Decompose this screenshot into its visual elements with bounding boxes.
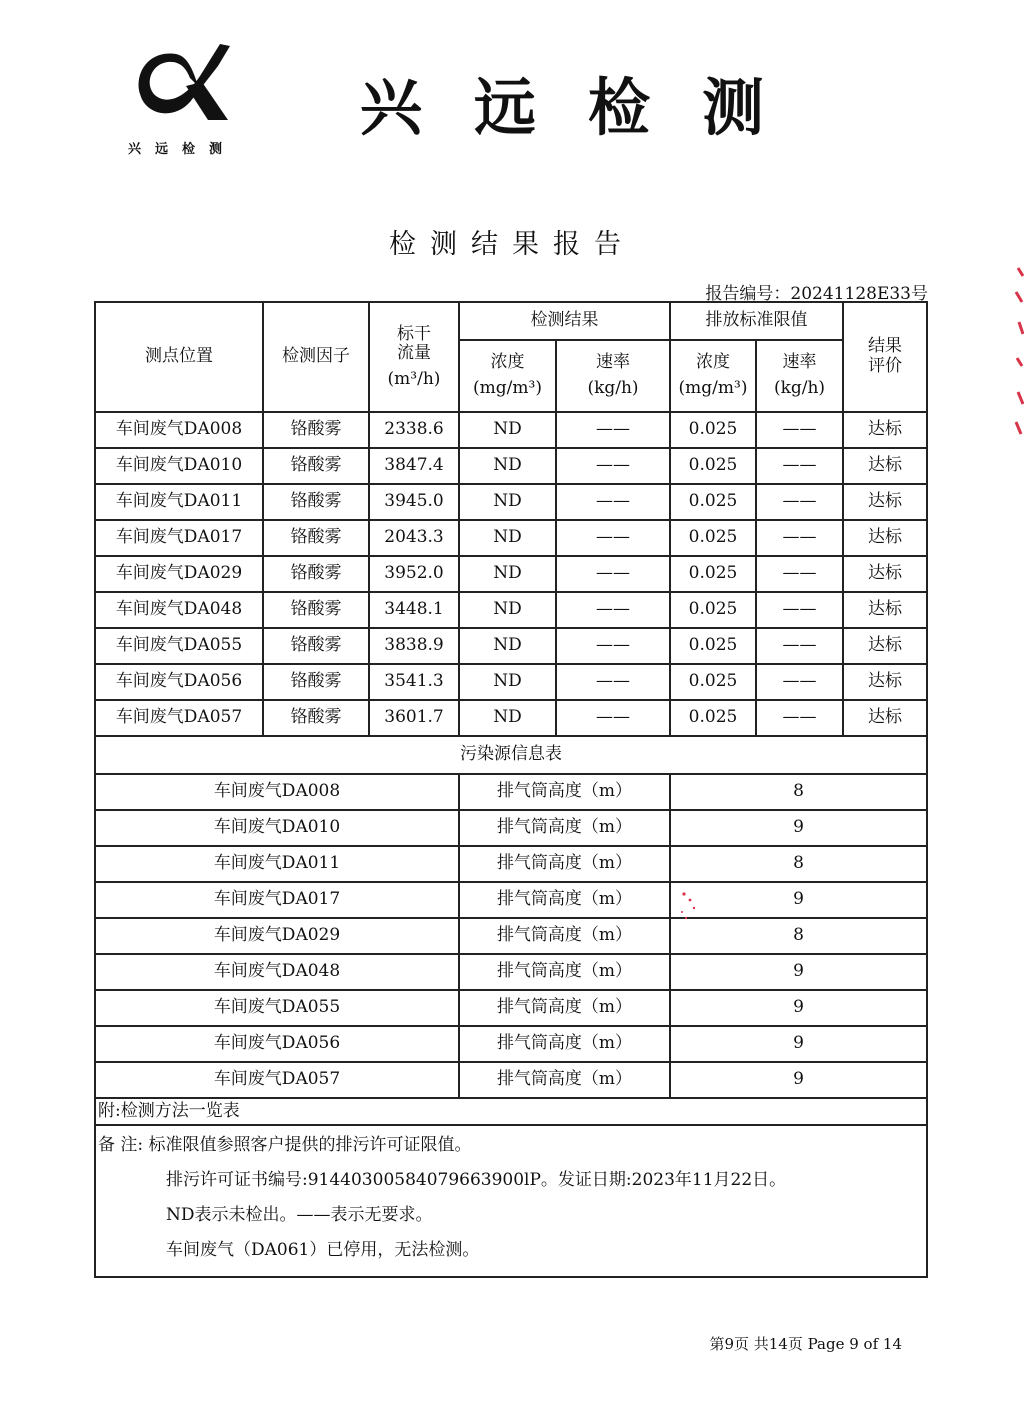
cell-conc: ND bbox=[459, 700, 556, 736]
source-location: 车间废气DA008 bbox=[95, 774, 459, 810]
source-param: 排气筒高度（m） bbox=[459, 846, 670, 882]
header-conc-unit: (mg/m³) bbox=[473, 378, 542, 398]
cell-factor: 铬酸雾 bbox=[263, 448, 369, 484]
table-row bbox=[95, 448, 927, 484]
cell-location: 车间废气DA055 bbox=[95, 628, 263, 664]
cell-factor: 铬酸雾 bbox=[263, 556, 369, 592]
table-row bbox=[95, 520, 927, 556]
cell-factor: 铬酸雾 bbox=[263, 520, 369, 556]
cell-limit-conc: 0.025 bbox=[670, 664, 756, 700]
source-param: 排气筒高度（m） bbox=[459, 810, 670, 846]
cell-factor: 铬酸雾 bbox=[263, 484, 369, 520]
cell-flow: 3838.9 bbox=[369, 628, 459, 664]
cell-limit-conc: 0.025 bbox=[670, 448, 756, 484]
results-table bbox=[94, 301, 928, 1278]
cell-rate: —— bbox=[556, 520, 670, 556]
cell-factor: 铬酸雾 bbox=[263, 592, 369, 628]
cell-evaluation: 达标 bbox=[843, 412, 927, 448]
header-result-rate bbox=[556, 340, 670, 412]
header-evaluation-text: 结果评价 bbox=[867, 336, 902, 376]
cell-rate: —— bbox=[556, 628, 670, 664]
cell-rate: —— bbox=[556, 556, 670, 592]
cell-evaluation: 达标 bbox=[843, 664, 927, 700]
source-value: 9 bbox=[670, 882, 927, 918]
source-info-title: 污染源信息表 bbox=[95, 736, 927, 774]
source-row bbox=[95, 882, 927, 918]
document-title: 检测结果报告 bbox=[389, 229, 635, 260]
cell-flow: 2043.3 bbox=[369, 520, 459, 556]
source-param: 排气筒高度（m） bbox=[459, 1062, 670, 1098]
remark-line: 车间废气（DA061）已停用，无法检测。 bbox=[166, 1240, 480, 1260]
source-row bbox=[95, 1062, 927, 1098]
header-flow-line1: 标干 bbox=[397, 323, 431, 344]
cell-limit-rate: —— bbox=[756, 664, 843, 700]
cell-conc: ND bbox=[459, 664, 556, 700]
cell-evaluation: 达标 bbox=[843, 520, 927, 556]
cell-rate: —— bbox=[556, 700, 670, 736]
header-evaluation bbox=[843, 302, 927, 412]
header-factor: 检测因子 bbox=[263, 302, 369, 412]
header-limit-conc bbox=[670, 340, 756, 412]
source-row bbox=[95, 990, 927, 1026]
source-row bbox=[95, 810, 927, 846]
cell-flow: 2338.6 bbox=[369, 412, 459, 448]
cell-conc: ND bbox=[459, 592, 556, 628]
source-value: 9 bbox=[670, 810, 927, 846]
cell-evaluation: 达标 bbox=[843, 448, 927, 484]
cell-factor: 铬酸雾 bbox=[263, 700, 369, 736]
cell-factor: 铬酸雾 bbox=[263, 664, 369, 700]
header-location: 测点位置 bbox=[95, 302, 263, 412]
cell-limit-conc: 0.025 bbox=[670, 484, 756, 520]
remark-line: ND表示未检出。——表示无要求。 bbox=[166, 1205, 433, 1225]
source-value: 9 bbox=[670, 1026, 927, 1062]
cell-limit-rate: —— bbox=[756, 412, 843, 448]
cell-conc: ND bbox=[459, 412, 556, 448]
source-row bbox=[95, 846, 927, 882]
source-param: 排气筒高度（m） bbox=[459, 1026, 670, 1062]
source-param: 排气筒高度（m） bbox=[459, 990, 670, 1026]
cell-rate: —— bbox=[556, 664, 670, 700]
cell-flow: 3847.4 bbox=[369, 448, 459, 484]
header-rate-label: 速率 bbox=[596, 352, 630, 373]
source-value: 9 bbox=[670, 990, 927, 1026]
cell-limit-rate: —— bbox=[756, 628, 843, 664]
source-param: 排气筒高度（m） bbox=[459, 954, 670, 990]
source-row bbox=[95, 954, 927, 990]
cell-conc: ND bbox=[459, 556, 556, 592]
cell-flow: 3601.7 bbox=[369, 700, 459, 736]
cell-conc: ND bbox=[459, 484, 556, 520]
remark-text: 标准限值参照客户提供的排污许可证限值。 bbox=[148, 1135, 472, 1155]
source-param: 排气筒高度（m） bbox=[459, 774, 670, 810]
seal-marks bbox=[676, 888, 702, 928]
cell-limit-conc: 0.025 bbox=[670, 700, 756, 736]
header-limit-conc-label: 浓度 bbox=[696, 352, 730, 373]
header-limit: 排放标准限值 bbox=[670, 302, 843, 340]
header-conc-label: 浓度 bbox=[490, 352, 525, 373]
cell-factor: 铬酸雾 bbox=[263, 412, 369, 448]
cell-conc: ND bbox=[459, 628, 556, 664]
cell-location: 车间废气DA010 bbox=[95, 448, 263, 484]
source-row bbox=[95, 918, 927, 954]
remarks bbox=[95, 1125, 927, 1277]
source-location: 车间废气DA056 bbox=[95, 1026, 459, 1062]
cell-location: 车间废气DA008 bbox=[95, 412, 263, 448]
brand-name: 兴远检测 bbox=[360, 71, 817, 144]
source-location: 车间废气DA010 bbox=[95, 810, 459, 846]
table-row bbox=[95, 412, 927, 448]
table-row bbox=[95, 628, 927, 664]
header-flow-line2: 流量 bbox=[397, 343, 431, 364]
header-flow bbox=[369, 302, 459, 412]
header-result-conc bbox=[459, 340, 556, 412]
cell-limit-rate: —— bbox=[756, 520, 843, 556]
source-row bbox=[95, 1026, 927, 1062]
source-param: 排气筒高度（m） bbox=[459, 918, 670, 954]
cell-evaluation: 达标 bbox=[843, 556, 927, 592]
table-row bbox=[95, 484, 927, 520]
cell-evaluation: 达标 bbox=[843, 700, 927, 736]
report-number-label: 报告编号： bbox=[705, 284, 791, 304]
cell-conc: ND bbox=[459, 448, 556, 484]
table-row bbox=[95, 664, 927, 700]
remark-label: 备 注: bbox=[98, 1135, 144, 1155]
cell-flow: 3541.3 bbox=[369, 664, 459, 700]
source-row bbox=[95, 774, 927, 810]
cell-rate: —— bbox=[556, 592, 670, 628]
source-param: 排气筒高度（m） bbox=[459, 882, 670, 918]
header-rate-unit: (kg/h) bbox=[587, 378, 639, 398]
cell-limit-conc: 0.025 bbox=[670, 412, 756, 448]
source-value: 9 bbox=[670, 954, 927, 990]
header-result: 检测结果 bbox=[459, 302, 670, 340]
cell-location: 车间废气DA011 bbox=[95, 484, 263, 520]
source-location: 车间废气DA057 bbox=[95, 1062, 459, 1098]
cell-location: 车间废气DA017 bbox=[95, 520, 263, 556]
source-location: 车间废气DA011 bbox=[95, 846, 459, 882]
cell-rate: —— bbox=[556, 448, 670, 484]
cell-limit-rate: —— bbox=[756, 556, 843, 592]
cell-evaluation: 达标 bbox=[843, 484, 927, 520]
cell-location: 车间废气DA048 bbox=[95, 592, 263, 628]
cell-limit-rate: —— bbox=[756, 592, 843, 628]
cell-flow: 3448.1 bbox=[369, 592, 459, 628]
table-row bbox=[95, 556, 927, 592]
cell-rate: —— bbox=[556, 484, 670, 520]
seal-fragment bbox=[1014, 262, 1024, 442]
report-number-value: 20241128E33号 bbox=[790, 284, 928, 304]
cell-limit-conc: 0.025 bbox=[670, 628, 756, 664]
company-logo bbox=[128, 36, 240, 128]
header-flow-unit: (m³/h) bbox=[387, 368, 441, 389]
remark-line: 排污许可证书编号:91440300584079663900lP。发证日期:2023年11月22日。 bbox=[166, 1170, 787, 1190]
header-limit-rate-label: 速率 bbox=[782, 352, 817, 373]
source-value: 8 bbox=[670, 918, 927, 954]
cell-limit-rate: —— bbox=[756, 700, 843, 736]
source-location: 车间废气DA048 bbox=[95, 954, 459, 990]
source-location: 车间废气DA017 bbox=[95, 882, 459, 918]
cell-location: 车间废气DA029 bbox=[95, 556, 263, 592]
logo-caption: 兴远检测 bbox=[128, 142, 237, 157]
source-value: 8 bbox=[670, 846, 927, 882]
cell-evaluation: 达标 bbox=[843, 592, 927, 628]
source-value: 9 bbox=[670, 1062, 927, 1098]
cell-location: 车间废气DA056 bbox=[95, 664, 263, 700]
header-limit-rate bbox=[756, 340, 843, 412]
header-limit-conc-unit: (mg/m³) bbox=[678, 378, 748, 398]
source-location: 车间废气DA029 bbox=[95, 918, 459, 954]
source-value: 8 bbox=[670, 774, 927, 810]
source-location: 车间废气DA055 bbox=[95, 990, 459, 1026]
cell-flow: 3952.0 bbox=[369, 556, 459, 592]
page-footer: 第9页 共14页 Page 9 of 14 bbox=[709, 1335, 902, 1353]
cell-limit-rate: —— bbox=[756, 484, 843, 520]
table-row bbox=[95, 700, 927, 736]
header-limit-rate-unit: (kg/h) bbox=[773, 378, 826, 398]
cell-rate: —— bbox=[556, 412, 670, 448]
cell-limit-conc: 0.025 bbox=[670, 556, 756, 592]
cell-limit-conc: 0.025 bbox=[670, 520, 756, 556]
cell-location: 车间废气DA057 bbox=[95, 700, 263, 736]
table-row bbox=[95, 592, 927, 628]
cell-limit-rate: —— bbox=[756, 448, 843, 484]
cell-evaluation: 达标 bbox=[843, 628, 927, 664]
cell-flow: 3945.0 bbox=[369, 484, 459, 520]
appendix-line: 附:检测方法一览表 bbox=[95, 1098, 927, 1125]
cell-limit-conc: 0.025 bbox=[670, 592, 756, 628]
remark-line bbox=[98, 1128, 926, 1163]
cell-factor: 铬酸雾 bbox=[263, 628, 369, 664]
cell-conc: ND bbox=[459, 520, 556, 556]
